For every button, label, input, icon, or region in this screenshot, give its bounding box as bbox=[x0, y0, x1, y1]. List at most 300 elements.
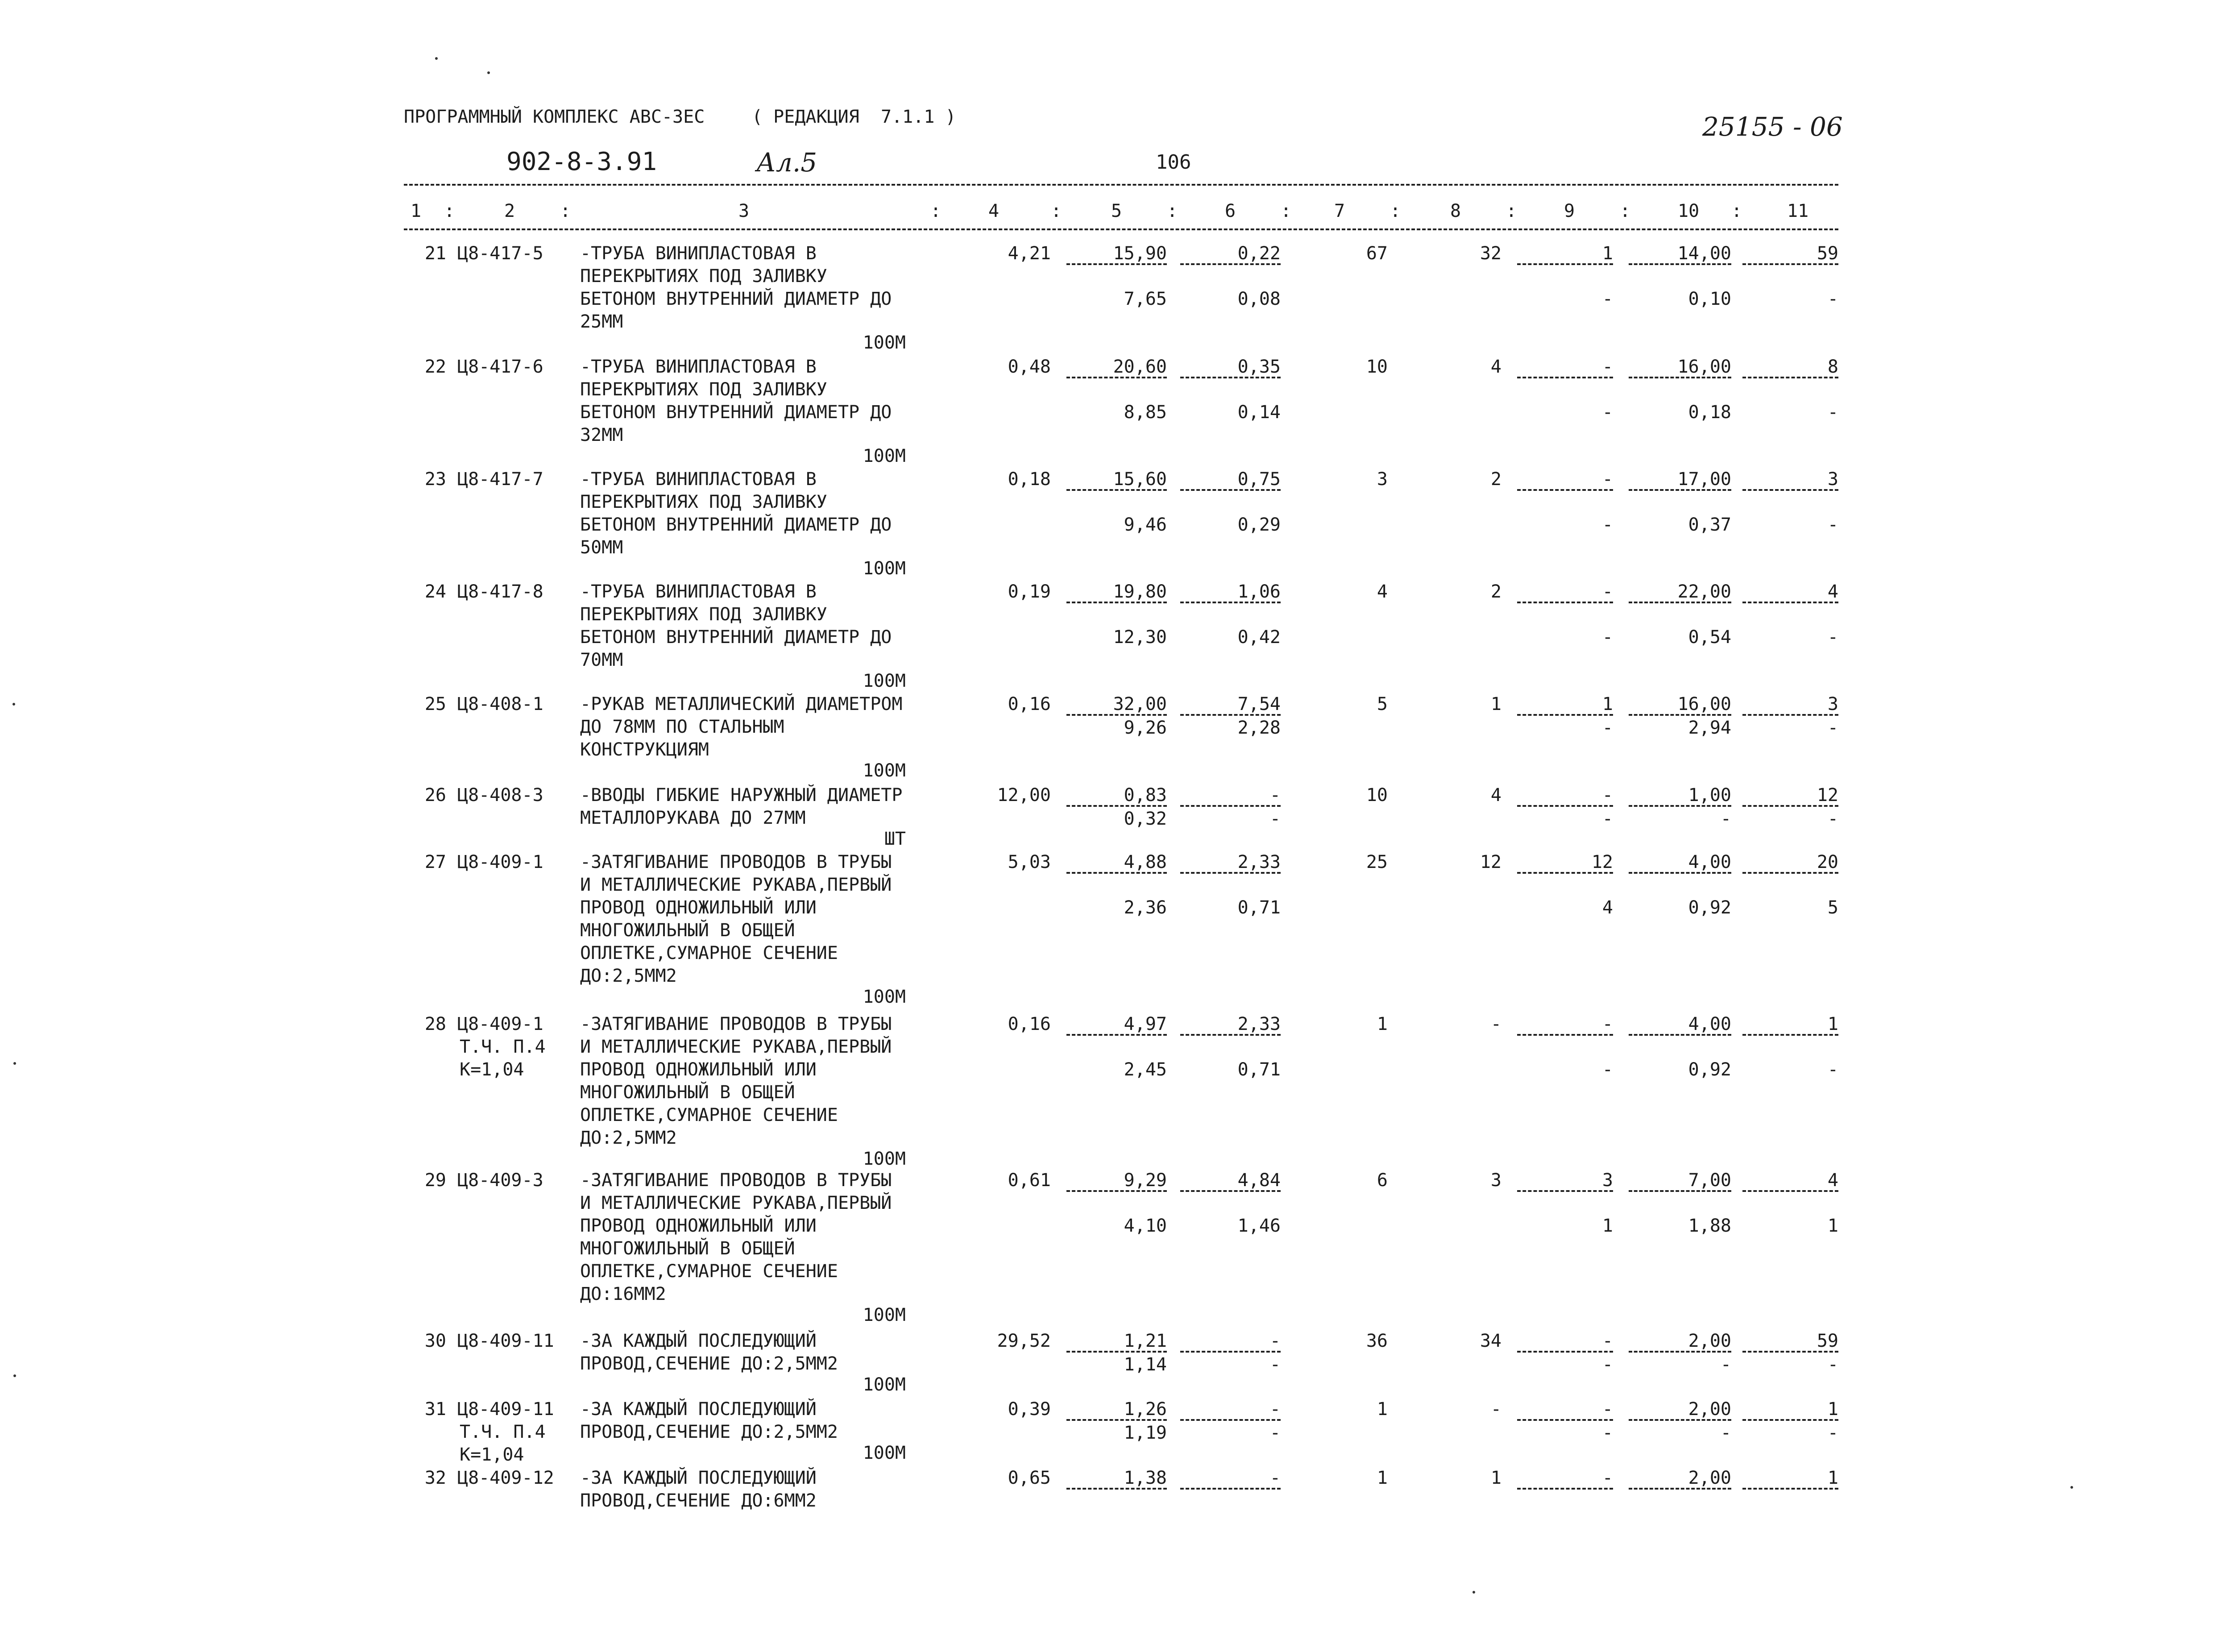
fraction-rule bbox=[1180, 1034, 1281, 1036]
cell-col7: 36 bbox=[1366, 1331, 1388, 1351]
cell-col8: 34 bbox=[1480, 1331, 1501, 1351]
fraction-rule bbox=[1066, 1419, 1167, 1421]
cell-col4: 29,52 bbox=[997, 1331, 1051, 1351]
column-header-5: 5 bbox=[1111, 201, 1122, 221]
norm-code: Ц8-409-11 bbox=[457, 1399, 554, 1420]
cell-col6: 0,75 bbox=[1237, 469, 1281, 490]
fraction-rule bbox=[1742, 263, 1838, 265]
cell-col9-lower: 1 bbox=[1602, 1216, 1613, 1236]
cell-col9-lower: - bbox=[1602, 718, 1613, 738]
unit-label: 100М bbox=[863, 1149, 906, 1169]
row-number: 32 bbox=[424, 1468, 446, 1488]
fraction-rule bbox=[1066, 377, 1167, 378]
cell-col11-lower: - bbox=[1827, 289, 1838, 309]
fraction-rule bbox=[1629, 1034, 1731, 1036]
cell-col4: 0,19 bbox=[1008, 581, 1051, 602]
work-description: ПРОВОД,СЕЧЕНИЕ ДО:6ММ2 bbox=[580, 1490, 817, 1511]
column-separator: : bbox=[1620, 201, 1631, 221]
cell-col4: 0,16 bbox=[1008, 694, 1051, 714]
cell-col10: 7,00 bbox=[1688, 1170, 1731, 1191]
fraction-rule bbox=[1742, 377, 1838, 378]
fraction-rule bbox=[1180, 805, 1281, 807]
cell-col7: 10 bbox=[1366, 357, 1388, 377]
fraction-rule bbox=[1066, 872, 1167, 874]
cell-col11-lower: 5 bbox=[1827, 897, 1838, 918]
norm-code: Ц8-417-6 bbox=[457, 357, 543, 377]
cell-col6: - bbox=[1269, 1468, 1281, 1488]
cell-col7: 3 bbox=[1377, 469, 1388, 490]
work-description: ОПЛЕТКЕ,СУМАРНОЕ СЕЧЕНИЕ bbox=[580, 1105, 838, 1125]
fraction-rule bbox=[1629, 714, 1731, 716]
cell-col10: 17,00 bbox=[1677, 469, 1731, 490]
work-description: ПРОВОД ОДНОЖИЛЬНЫЙ ИЛИ bbox=[580, 1216, 817, 1236]
cell-col7: 67 bbox=[1366, 243, 1388, 264]
cell-col11: 4 bbox=[1827, 581, 1838, 602]
cell-col6: 1,06 bbox=[1237, 581, 1281, 602]
cell-col6: 4,84 bbox=[1237, 1170, 1281, 1191]
fraction-rule bbox=[1517, 1488, 1613, 1490]
cell-col11-lower: - bbox=[1827, 809, 1838, 829]
norm-code: Ц8-409-11 bbox=[457, 1331, 554, 1351]
column-separator: : bbox=[1506, 201, 1517, 221]
cell-col9-lower: - bbox=[1602, 289, 1613, 309]
cell-col5-lower: 4,10 bbox=[1124, 1216, 1167, 1236]
fraction-rule bbox=[1742, 872, 1838, 874]
row-number: 21 bbox=[424, 243, 446, 264]
fraction-rule bbox=[1066, 602, 1167, 603]
fraction-rule bbox=[1180, 602, 1281, 603]
work-description: КОНСТРУКЦИЯМ bbox=[580, 739, 709, 760]
cell-col10: 2,00 bbox=[1688, 1399, 1731, 1420]
row-number: 25 bbox=[424, 694, 446, 714]
fraction-rule bbox=[1517, 714, 1613, 716]
work-description: БЕТОНОМ ВНУТРЕННИЙ ДИАМЕТР ДО bbox=[580, 402, 892, 423]
cell-col11-lower: - bbox=[1827, 1059, 1838, 1080]
column-separator: : bbox=[1281, 201, 1292, 221]
cell-col10: 16,00 bbox=[1677, 357, 1731, 377]
norm-code: Т.Ч. П.4 bbox=[460, 1037, 546, 1057]
fraction-rule bbox=[1629, 602, 1731, 603]
cell-col7: 4 bbox=[1377, 581, 1388, 602]
cell-col10-lower: 0,18 bbox=[1688, 402, 1731, 423]
fraction-rule bbox=[1629, 1419, 1731, 1421]
fraction-rule bbox=[1066, 489, 1167, 491]
cell-col11-lower: - bbox=[1827, 515, 1838, 535]
work-description: МНОГОЖИЛЬНЫЙ В ОБЩЕЙ bbox=[580, 920, 795, 941]
cell-col5: 1,26 bbox=[1124, 1399, 1167, 1420]
norm-code: Ц8-408-3 bbox=[457, 785, 543, 805]
work-description: ПРОВОД,СЕЧЕНИЕ ДО:2,5ММ2 bbox=[580, 1353, 838, 1374]
work-description: БЕТОНОМ ВНУТРЕННИЙ ДИАМЕТР ДО bbox=[580, 515, 892, 535]
cell-col5: 15,90 bbox=[1113, 243, 1167, 264]
fraction-rule bbox=[1629, 805, 1731, 807]
row-number: 29 bbox=[424, 1170, 446, 1191]
cell-col7: 1 bbox=[1377, 1468, 1388, 1488]
column-separator: : bbox=[1167, 201, 1178, 221]
cell-col7: 1 bbox=[1377, 1014, 1388, 1034]
fraction-rule bbox=[1517, 377, 1613, 378]
cell-col5-lower: 8,85 bbox=[1124, 402, 1167, 423]
fraction-rule bbox=[1517, 263, 1613, 265]
cell-col10: 2,00 bbox=[1688, 1331, 1731, 1351]
cell-col6-lower: 0,14 bbox=[1237, 402, 1281, 423]
fraction-rule bbox=[1066, 1488, 1167, 1490]
cell-col4: 0,39 bbox=[1008, 1399, 1051, 1420]
norm-code: Ц8-417-7 bbox=[457, 469, 543, 490]
fraction-rule bbox=[1180, 377, 1281, 378]
work-description: ПРОВОД ОДНОЖИЛЬНЫЙ ИЛИ bbox=[580, 1059, 817, 1080]
scan-speck bbox=[487, 71, 490, 74]
cell-col5: 19,80 bbox=[1113, 581, 1167, 602]
norm-code: К=1,04 bbox=[460, 1444, 524, 1465]
norm-code: Ц8-417-5 bbox=[457, 243, 543, 264]
fraction-rule bbox=[1066, 1034, 1167, 1036]
column-header-10: 10 bbox=[1678, 201, 1700, 221]
cell-col10: 4,00 bbox=[1688, 852, 1731, 872]
cell-col4: 5,03 bbox=[1008, 852, 1051, 872]
work-description: МНОГОЖИЛЬНЫЙ В ОБЩЕЙ bbox=[580, 1082, 795, 1103]
cell-col6-lower: 0,71 bbox=[1237, 1059, 1281, 1080]
fraction-rule bbox=[1517, 805, 1613, 807]
cell-col11-lower: - bbox=[1827, 1354, 1838, 1375]
fraction-rule bbox=[1629, 1351, 1731, 1353]
fraction-rule bbox=[1180, 263, 1281, 265]
cell-col9: 1 bbox=[1602, 243, 1613, 264]
cell-col9: - bbox=[1602, 1468, 1613, 1488]
cell-col6: - bbox=[1269, 1399, 1281, 1420]
cell-col5-lower: 12,30 bbox=[1113, 627, 1167, 648]
header-rule-bottom bbox=[404, 228, 1838, 230]
cell-col11-lower: - bbox=[1827, 627, 1838, 648]
cell-col8: 2 bbox=[1490, 469, 1501, 490]
cell-col6-lower: - bbox=[1269, 809, 1281, 829]
fraction-rule bbox=[1742, 1190, 1838, 1192]
norm-code: Т.Ч. П.4 bbox=[460, 1422, 546, 1442]
cell-col8: - bbox=[1490, 1014, 1501, 1034]
fraction-rule bbox=[1517, 1034, 1613, 1036]
work-description: 70ММ bbox=[580, 650, 623, 670]
row-number: 27 bbox=[424, 852, 446, 872]
cell-col5-lower: 7,65 bbox=[1124, 289, 1167, 309]
cell-col4: 4,21 bbox=[1008, 243, 1051, 264]
cell-col10: 22,00 bbox=[1677, 581, 1731, 602]
page-number: 106 bbox=[1156, 151, 1191, 174]
unit-label: 100М bbox=[863, 760, 906, 781]
work-description: ОПЛЕТКЕ,СУМАРНОЕ СЕЧЕНИЕ bbox=[580, 1261, 838, 1282]
cell-col8: 32 bbox=[1480, 243, 1501, 264]
series-number: 902-8-3.91 bbox=[506, 147, 657, 176]
work-description: 25ММ bbox=[580, 311, 623, 332]
cell-col10: 1,00 bbox=[1688, 785, 1731, 805]
work-description: И МЕТАЛЛИЧЕСКИЕ РУКАВА,ПЕРВЫЙ bbox=[580, 1037, 892, 1057]
cell-col9: - bbox=[1602, 1331, 1613, 1351]
column-separator: : bbox=[1390, 201, 1401, 221]
cell-col7: 25 bbox=[1366, 852, 1388, 872]
cell-col11-lower: - bbox=[1827, 1423, 1838, 1443]
unit-label: 100М bbox=[863, 446, 906, 466]
scan-speck bbox=[13, 1062, 16, 1065]
column-header-4: 4 bbox=[988, 201, 1000, 221]
cell-col11: 3 bbox=[1827, 469, 1838, 490]
cell-col11-lower: - bbox=[1827, 402, 1838, 423]
row-number: 28 bbox=[424, 1014, 446, 1034]
cell-col8: - bbox=[1490, 1399, 1501, 1420]
cell-col10-lower: 0,92 bbox=[1688, 1059, 1731, 1080]
cell-col11: 1 bbox=[1827, 1399, 1838, 1420]
cell-col8: 12 bbox=[1480, 852, 1501, 872]
cell-col11: 20 bbox=[1817, 852, 1838, 872]
norm-code: Ц8-408-1 bbox=[457, 694, 543, 714]
cell-col5: 15,60 bbox=[1113, 469, 1167, 490]
work-description: ДО:2,5ММ2 bbox=[580, 1128, 677, 1148]
cell-col11: 12 bbox=[1817, 785, 1838, 805]
scan-speck bbox=[13, 1374, 16, 1377]
cell-col6: 7,54 bbox=[1237, 694, 1281, 714]
unit-label: 100М bbox=[863, 332, 906, 353]
column-header-11: 11 bbox=[1787, 201, 1809, 221]
edition-label: ( РЕДАКЦИЯ 7.1.1 ) bbox=[752, 107, 956, 127]
fraction-rule bbox=[1517, 489, 1613, 491]
unit-label: ШТ bbox=[884, 829, 906, 849]
cell-col7: 1 bbox=[1377, 1399, 1388, 1420]
cell-col6-lower: 0,71 bbox=[1237, 897, 1281, 918]
unit-label: 100М bbox=[863, 1443, 906, 1463]
fraction-rule bbox=[1066, 805, 1167, 807]
cell-col9-lower: - bbox=[1602, 809, 1613, 829]
cell-col7: 5 bbox=[1377, 694, 1388, 714]
column-separator: : bbox=[1051, 201, 1062, 221]
fraction-rule bbox=[1180, 1419, 1281, 1421]
fraction-rule bbox=[1742, 602, 1838, 603]
norm-code: Ц8-409-1 bbox=[457, 852, 543, 872]
work-description: -ВВОДЫ ГИБКИЕ НАРУЖНЫЙ ДИАМЕТР bbox=[580, 785, 903, 805]
work-description: ПРОВОД ОДНОЖИЛЬНЫЙ ИЛИ bbox=[580, 897, 817, 918]
cell-col6: 0,35 bbox=[1237, 357, 1281, 377]
work-description: -ЗАТЯГИВАНИЕ ПРОВОДОВ В ТРУБЫ bbox=[580, 1014, 892, 1034]
cell-col11: 4 bbox=[1827, 1170, 1838, 1191]
cell-col5-lower: 2,36 bbox=[1124, 897, 1167, 918]
unit-label: 100М bbox=[863, 1305, 906, 1325]
cell-col10-lower: 1,88 bbox=[1688, 1216, 1731, 1236]
cell-col8: 1 bbox=[1490, 1468, 1501, 1488]
fraction-rule bbox=[1629, 1488, 1731, 1490]
cell-col9-lower: - bbox=[1602, 1423, 1613, 1443]
cell-col5: 4,97 bbox=[1124, 1014, 1167, 1034]
work-description: 32ММ bbox=[580, 425, 623, 445]
work-description: -ЗА КАЖДЫЙ ПОСЛЕДУЮЩИЙ bbox=[580, 1399, 817, 1420]
cell-col10-lower: 0,37 bbox=[1688, 515, 1731, 535]
cell-col10: 16,00 bbox=[1677, 694, 1731, 714]
cell-col5-lower: 1,19 bbox=[1124, 1423, 1167, 1443]
scan-speck bbox=[2070, 1486, 2073, 1489]
norm-code: Ц8-409-1 bbox=[457, 1014, 543, 1034]
program-title: ПРОГРАММНЫЙ КОМПЛЕКС АВС-3ЕС bbox=[404, 107, 705, 127]
fraction-rule bbox=[1180, 1351, 1281, 1353]
cell-col5: 20,60 bbox=[1113, 357, 1167, 377]
cell-col5-lower: 9,46 bbox=[1124, 515, 1167, 535]
cell-col8: 1 bbox=[1490, 694, 1501, 714]
cell-col9-lower: - bbox=[1602, 515, 1613, 535]
fraction-rule bbox=[1066, 714, 1167, 716]
work-description: ПРОВОД,СЕЧЕНИЕ ДО:2,5ММ2 bbox=[580, 1422, 838, 1442]
fraction-rule bbox=[1517, 1419, 1613, 1421]
cell-col5-lower: 2,45 bbox=[1124, 1059, 1167, 1080]
cell-col9: - bbox=[1602, 357, 1613, 377]
cell-col10-lower: 0,92 bbox=[1688, 897, 1731, 918]
work-description: БЕТОНОМ ВНУТРЕННИЙ ДИАМЕТР ДО bbox=[580, 627, 892, 648]
cell-col6-lower: - bbox=[1269, 1423, 1281, 1443]
column-header-6: 6 bbox=[1225, 201, 1236, 221]
cell-col10-lower: - bbox=[1720, 809, 1731, 829]
work-description: -ТРУБА ВИНИПЛАСТОВАЯ В bbox=[580, 357, 817, 377]
cell-col5-lower: 9,26 bbox=[1124, 718, 1167, 738]
cell-col9: - bbox=[1602, 581, 1613, 602]
cell-col7: 6 bbox=[1377, 1170, 1388, 1191]
cell-col10: 2,00 bbox=[1688, 1468, 1731, 1488]
work-description: -ЗАТЯГИВАНИЕ ПРОВОДОВ В ТРУБЫ bbox=[580, 852, 892, 872]
row-number: 26 bbox=[424, 785, 446, 805]
row-number: 31 bbox=[424, 1399, 446, 1420]
scan-speck bbox=[435, 57, 438, 60]
cell-col4: 12,00 bbox=[997, 785, 1051, 805]
cell-col9: 3 bbox=[1602, 1170, 1613, 1191]
cell-col8: 2 bbox=[1490, 581, 1501, 602]
fraction-rule bbox=[1742, 805, 1838, 807]
work-description: И МЕТАЛЛИЧЕСКИЕ РУКАВА,ПЕРВЫЙ bbox=[580, 1193, 892, 1213]
cell-col7: 10 bbox=[1366, 785, 1388, 805]
fraction-rule bbox=[1180, 872, 1281, 874]
unit-label: 100М bbox=[863, 558, 906, 579]
cell-col11: 1 bbox=[1827, 1468, 1838, 1488]
cell-col4: 0,61 bbox=[1008, 1170, 1051, 1191]
fraction-rule bbox=[1629, 489, 1731, 491]
fraction-rule bbox=[1629, 377, 1731, 378]
fraction-rule bbox=[1517, 602, 1613, 603]
row-number: 24 bbox=[424, 581, 446, 602]
work-description: ДО:16ММ2 bbox=[580, 1284, 666, 1304]
work-description: ДО:2,5ММ2 bbox=[580, 966, 677, 986]
column-separator: : bbox=[930, 201, 942, 221]
cell-col5: 1,21 bbox=[1124, 1331, 1167, 1351]
cell-col10: 14,00 bbox=[1677, 243, 1731, 264]
cell-col10-lower: 2,94 bbox=[1688, 718, 1731, 738]
fraction-rule bbox=[1742, 1419, 1838, 1421]
fraction-rule bbox=[1066, 1190, 1167, 1192]
document-code: 25155 - 06 bbox=[1702, 112, 1843, 142]
cell-col10-lower: 0,10 bbox=[1688, 289, 1731, 309]
row-number: 23 bbox=[424, 469, 446, 490]
fraction-rule bbox=[1742, 714, 1838, 716]
fraction-rule bbox=[1517, 1190, 1613, 1192]
fraction-rule bbox=[1066, 263, 1167, 265]
cell-col5: 4,88 bbox=[1124, 852, 1167, 872]
fraction-rule bbox=[1742, 1488, 1838, 1490]
cell-col6: 2,33 bbox=[1237, 1014, 1281, 1034]
norm-code: Ц8-409-3 bbox=[457, 1170, 543, 1191]
column-header-9: 9 bbox=[1564, 201, 1575, 221]
work-description: ПЕРЕКРЫТИЯХ ПОД ЗАЛИВКУ bbox=[580, 604, 827, 625]
cell-col11-lower: 1 bbox=[1827, 1216, 1838, 1236]
cell-col6-lower: - bbox=[1269, 1354, 1281, 1375]
cell-col9-lower: 4 bbox=[1602, 897, 1613, 918]
work-description: ОПЛЕТКЕ,СУМАРНОЕ СЕЧЕНИЕ bbox=[580, 943, 838, 963]
fraction-rule bbox=[1180, 489, 1281, 491]
work-description: МЕТАЛЛОРУКАВА ДО 27ММ bbox=[580, 808, 806, 828]
column-separator: : bbox=[1731, 201, 1742, 221]
cell-col6-lower: 0,29 bbox=[1237, 515, 1281, 535]
cell-col10: 4,00 bbox=[1688, 1014, 1731, 1034]
work-description: -ТРУБА ВИНИПЛАСТОВАЯ В bbox=[580, 581, 817, 602]
column-header-2: 2 bbox=[504, 201, 515, 221]
cell-col9-lower: - bbox=[1602, 402, 1613, 423]
cell-col9-lower: - bbox=[1602, 627, 1613, 648]
cell-col9-lower: - bbox=[1602, 1059, 1613, 1080]
norm-code: К=1,04 bbox=[460, 1059, 524, 1080]
cell-col5-lower: 1,14 bbox=[1124, 1354, 1167, 1375]
fraction-rule bbox=[1629, 872, 1731, 874]
fraction-rule bbox=[1629, 1190, 1731, 1192]
cell-col4: 0,65 bbox=[1008, 1468, 1051, 1488]
fraction-rule bbox=[1180, 1190, 1281, 1192]
work-description: ПЕРЕКРЫТИЯХ ПОД ЗАЛИВКУ bbox=[580, 379, 827, 400]
cell-col10-lower: - bbox=[1720, 1354, 1731, 1375]
cell-col9: - bbox=[1602, 1399, 1613, 1420]
work-description: ПЕРЕКРЫТИЯХ ПОД ЗАЛИВКУ bbox=[580, 266, 827, 286]
work-description: БЕТОНОМ ВНУТРЕННИЙ ДИАМЕТР ДО bbox=[580, 289, 892, 309]
cell-col9-lower: - bbox=[1602, 1354, 1613, 1375]
fraction-rule bbox=[1629, 263, 1731, 265]
unit-label: 100М bbox=[863, 1374, 906, 1395]
column-header-7: 7 bbox=[1334, 201, 1345, 221]
fraction-rule bbox=[1742, 1034, 1838, 1036]
cell-col11: 59 bbox=[1817, 1331, 1838, 1351]
cell-col4: 0,18 bbox=[1008, 469, 1051, 490]
cell-col6: 0,22 bbox=[1237, 243, 1281, 264]
work-description: -ЗАТЯГИВАНИЕ ПРОВОДОВ В ТРУБЫ bbox=[580, 1170, 892, 1191]
work-description: МНОГОЖИЛЬНЫЙ В ОБЩЕЙ bbox=[580, 1238, 795, 1259]
column-separator: : bbox=[560, 201, 571, 221]
scan-speck bbox=[12, 703, 15, 706]
fraction-rule bbox=[1742, 489, 1838, 491]
unit-label: 100М bbox=[863, 671, 906, 691]
cell-col5: 9,29 bbox=[1124, 1170, 1167, 1191]
cell-col6: - bbox=[1269, 785, 1281, 805]
work-description: ДО 78ММ ПО СТАЛЬНЫМ bbox=[580, 717, 784, 737]
cell-col5: 32,00 bbox=[1113, 694, 1167, 714]
cell-col9: - bbox=[1602, 469, 1613, 490]
cell-col6: 2,33 bbox=[1237, 852, 1281, 872]
cell-col5-lower: 0,32 bbox=[1124, 809, 1167, 829]
cell-col11: 1 bbox=[1827, 1014, 1838, 1034]
cell-col4: 0,48 bbox=[1008, 357, 1051, 377]
cell-col9: - bbox=[1602, 785, 1613, 805]
cell-col5: 1,38 bbox=[1124, 1468, 1167, 1488]
fraction-rule bbox=[1066, 1351, 1167, 1353]
cell-col6: - bbox=[1269, 1331, 1281, 1351]
unit-label: 100М bbox=[863, 987, 906, 1007]
work-description: -ЗА КАЖДЫЙ ПОСЛЕДУЮЩИЙ bbox=[580, 1331, 817, 1351]
fraction-rule bbox=[1742, 1351, 1838, 1353]
album-label: Ал.5 bbox=[756, 147, 817, 178]
work-description: -ЗА КАЖДЫЙ ПОСЛЕДУЮЩИЙ bbox=[580, 1468, 817, 1488]
cell-col10-lower: - bbox=[1720, 1423, 1731, 1443]
fraction-rule bbox=[1517, 872, 1613, 874]
column-header-8: 8 bbox=[1450, 201, 1461, 221]
norm-code: Ц8-417-8 bbox=[457, 581, 543, 602]
header-rule-top bbox=[404, 184, 1838, 186]
row-number: 30 bbox=[424, 1331, 446, 1351]
cell-col10-lower: 0,54 bbox=[1688, 627, 1731, 648]
